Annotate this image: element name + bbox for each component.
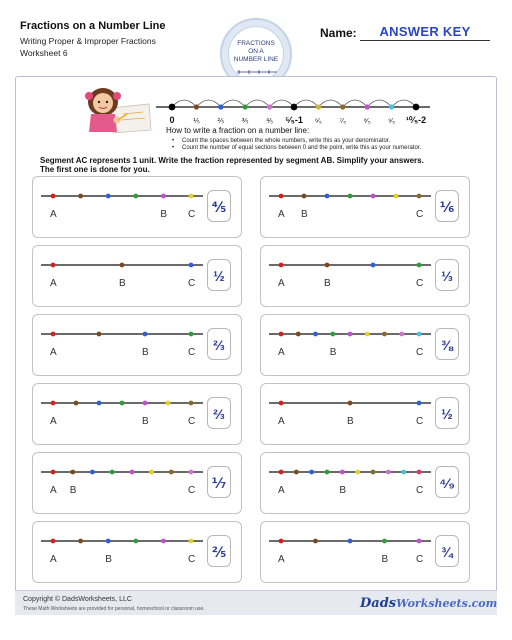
point-label-a: A [50, 347, 57, 358]
example-point [194, 104, 199, 109]
number-line-point [371, 263, 376, 268]
number-line-point [97, 332, 102, 337]
number-line-point [417, 539, 422, 544]
number-line-point [189, 332, 194, 337]
number-line-point [279, 194, 284, 199]
number-line-point [348, 401, 353, 406]
problem-number-line [261, 522, 431, 562]
example-tick-label: ⁷⁄₅ [339, 118, 347, 125]
answer-box[interactable]: ⅖ [207, 535, 231, 567]
number-line-point [161, 539, 166, 544]
number-line-point [399, 332, 404, 337]
example-point [218, 104, 223, 109]
problem-card [260, 452, 470, 514]
number-line-point [296, 332, 301, 337]
answer-box[interactable]: ⅔ [207, 397, 231, 429]
example-number-line [150, 92, 440, 126]
number-line-point [51, 194, 56, 199]
example-tick-label: ⁵⁄₅-1 [285, 115, 303, 125]
point-label-b: B [105, 554, 112, 565]
number-line-point [386, 470, 391, 475]
point-label-c: C [188, 554, 196, 565]
number-line-point [382, 539, 387, 544]
example-point [316, 104, 321, 109]
number-line-point [51, 401, 56, 406]
point-label-b: B [381, 554, 389, 565]
number-line-point [169, 470, 174, 475]
point-label-a: A [278, 554, 285, 565]
number-line-point [106, 539, 111, 544]
point-label-c: C [416, 554, 424, 565]
problem-card [260, 383, 470, 445]
point-label-b: B [160, 209, 168, 220]
problem-number-line [261, 246, 431, 286]
number-line-point [365, 332, 370, 337]
howto-bullet-2-text: Count the number of equal sections between 0 and the point, write this as your numerator. [182, 145, 422, 151]
point-label-b: B [69, 485, 77, 496]
point-label-c: C [416, 278, 424, 289]
point-label-b: B [142, 416, 149, 427]
answer-box[interactable]: ⅓ [435, 259, 459, 291]
point-label-a: A [278, 347, 285, 358]
number-line-point [302, 194, 307, 199]
number-line-point [106, 194, 111, 199]
point-label-b: B [119, 278, 126, 289]
number-line-point [279, 401, 284, 406]
number-line-point [348, 332, 353, 337]
number-line-point [120, 401, 125, 406]
problem-number-line [261, 315, 431, 355]
number-line-point [110, 470, 115, 475]
problem-card [32, 383, 242, 445]
point-label-a: A [50, 209, 57, 220]
example-tick-label: ⅖ [217, 118, 225, 125]
problem-card [32, 176, 242, 238]
number-line-point [70, 470, 75, 475]
number-line-point [313, 539, 318, 544]
number-line-point [129, 470, 134, 475]
worksheet-number: Worksheet 6 [20, 48, 68, 58]
number-line-point [348, 194, 353, 199]
howto-heading: How to write a fraction on a number line: [166, 126, 310, 135]
example-point [340, 104, 345, 109]
girl-illustration-icon [83, 86, 153, 134]
problem-number-line [261, 384, 431, 424]
number-line-point [309, 470, 314, 475]
answer-box[interactable]: ¾ [435, 535, 459, 567]
problem-number-line [261, 453, 431, 493]
problem-number-line [33, 522, 203, 562]
number-line-point [97, 401, 102, 406]
number-line-point [51, 539, 56, 544]
point-label-a: A [278, 209, 285, 220]
point-label-c: C [416, 347, 424, 358]
problem-number-line [33, 246, 203, 286]
number-line-point [371, 194, 376, 199]
example-tick-label: ⅗ [241, 118, 249, 125]
number-line-point [120, 263, 125, 268]
example-tick-label: 0 [169, 115, 175, 125]
number-line-point [143, 332, 148, 337]
number-line-point [417, 470, 422, 475]
point-label-b: B [142, 347, 149, 358]
number-line-point [394, 194, 399, 199]
answer-box[interactable]: ½ [435, 397, 459, 429]
point-label-c: C [188, 347, 196, 358]
number-line-point [417, 263, 422, 268]
problem-card [32, 314, 242, 376]
answer-box[interactable]: ⅐ [207, 466, 231, 498]
point-label-c: C [188, 416, 196, 427]
number-line-point [382, 332, 387, 337]
number-line-point [189, 539, 194, 544]
example-tick-label: ⁸⁄₅ [363, 118, 371, 125]
example-tick-label: ⁶⁄₅ [314, 118, 322, 125]
point-label-b: B [301, 209, 308, 220]
number-line-point [340, 470, 345, 475]
problem-number-line [261, 177, 431, 217]
example-tick-label: ⁹⁄₅ [388, 118, 396, 125]
number-line-point [325, 470, 330, 475]
number-line-point [133, 539, 138, 544]
problem-card [32, 521, 242, 583]
instructions-line-1: Segment AC represents 1 unit. Write the fraction represented by segment AB. Simplify your answers. [40, 156, 424, 165]
number-line-point [90, 470, 95, 475]
howto-bullet-1: • Count the spaces between the whole numbers, write this as your denominator. [172, 138, 391, 144]
number-line-point [78, 194, 83, 199]
number-line-point [355, 470, 360, 475]
point-label-a: A [278, 485, 285, 496]
badge-line-2: ON A [248, 48, 264, 55]
example-point [267, 104, 272, 109]
worksheet-subtitle: Writing Proper & Improper Fractions [20, 36, 156, 46]
number-line-point [371, 470, 376, 475]
usage-note: These Math Worksheets are provided for personal, homeschool or classroom use. [23, 606, 205, 612]
badge-line-3: NUMBER LINE [233, 56, 279, 63]
number-line-point [74, 401, 79, 406]
dadsworksheets-logo[interactable] [360, 596, 497, 611]
number-line-point [189, 263, 194, 268]
number-line-point [330, 332, 335, 337]
badge-line-1: FRACTIONS [237, 40, 275, 47]
number-line-point [51, 470, 56, 475]
number-line-point [313, 332, 318, 337]
problem-card [32, 452, 242, 514]
number-line-point [189, 194, 194, 199]
point-label-c: C [416, 485, 424, 496]
example-tick-label: ¹⁰⁄₅-2 [405, 115, 427, 125]
number-line-point [189, 470, 194, 475]
example-tick-label: ⅘ [266, 118, 273, 125]
number-line-point [417, 401, 422, 406]
answer-box[interactable]: ½ [207, 259, 231, 291]
point-label-c: C [188, 485, 196, 496]
number-line-point [133, 194, 138, 199]
number-line-point [348, 539, 353, 544]
point-label-c: C [188, 278, 196, 289]
problem-card [260, 245, 470, 307]
answer-box[interactable]: ⅔ [207, 328, 231, 360]
problem-number-line [33, 177, 203, 217]
problem-card [32, 245, 242, 307]
answer-box[interactable]: ⅘ [207, 190, 231, 222]
howto-bullet-2: • Count the number of equal sections between 0 and the point, write this as your numerator. [172, 145, 422, 151]
point-label-a: A [278, 416, 285, 427]
problem-card [260, 521, 470, 583]
point-label-a: A [50, 416, 57, 427]
number-line-point [279, 332, 284, 337]
point-label-a: A [50, 554, 57, 565]
name-label: Name: [320, 26, 357, 40]
number-line-point [189, 401, 194, 406]
answer-key-label: ANSWER KEY [379, 24, 471, 39]
example-point [291, 104, 298, 111]
point-label-a: A [50, 485, 57, 496]
number-line-point [417, 332, 422, 337]
number-line-point [161, 194, 166, 199]
example-point [365, 104, 370, 109]
number-line-point [279, 263, 284, 268]
point-label-a: A [50, 278, 57, 289]
problem-number-line [33, 315, 203, 355]
example-point [243, 104, 248, 109]
number-line-point [279, 539, 284, 544]
number-line-point [149, 470, 154, 475]
problem-number-line [33, 453, 203, 493]
point-label-b: B [339, 485, 346, 496]
number-line-point [325, 194, 330, 199]
example-point [413, 104, 420, 111]
number-line-point [166, 401, 171, 406]
answer-box[interactable]: ⁴⁄₉ [435, 466, 459, 498]
example-point [389, 104, 394, 109]
number-line-point [294, 470, 299, 475]
point-label-b: B [329, 347, 337, 358]
number-line-point [401, 470, 406, 475]
problem-card [260, 176, 470, 238]
number-line-point [51, 263, 56, 268]
number-line-point [78, 539, 83, 544]
answer-box[interactable]: ⅜ [435, 328, 459, 360]
problem-card [260, 314, 470, 376]
number-line-point [143, 401, 148, 406]
worksheet-title: Fractions on a Number Line [20, 20, 166, 32]
example-tick-label: ⅕ [193, 118, 200, 125]
number-line-point [51, 332, 56, 337]
point-label-b: B [347, 416, 354, 427]
instructions-line-2: The first one is done for you. [40, 165, 150, 174]
answer-box[interactable]: ⅙ [435, 190, 459, 222]
logo-sub-text: Worksheets.com [396, 597, 498, 610]
point-label-c: C [416, 209, 424, 220]
point-label-c: C [416, 416, 424, 427]
number-line-point [325, 263, 330, 268]
copyright-text: Copyright © DadsWorksheets, LLC [23, 596, 132, 603]
point-label-b: B [324, 278, 331, 289]
point-label-c: C [188, 209, 196, 220]
point-label-a: A [278, 278, 285, 289]
number-line-point [279, 470, 284, 475]
number-line-point [417, 194, 422, 199]
logo-main-text: Dads [360, 596, 397, 611]
name-underline [360, 40, 490, 41]
example-point [169, 104, 176, 111]
problem-number-line [33, 384, 203, 424]
howto-bullet-1-text: Count the spaces between the whole numbers, write this as your denominator. [182, 138, 391, 144]
